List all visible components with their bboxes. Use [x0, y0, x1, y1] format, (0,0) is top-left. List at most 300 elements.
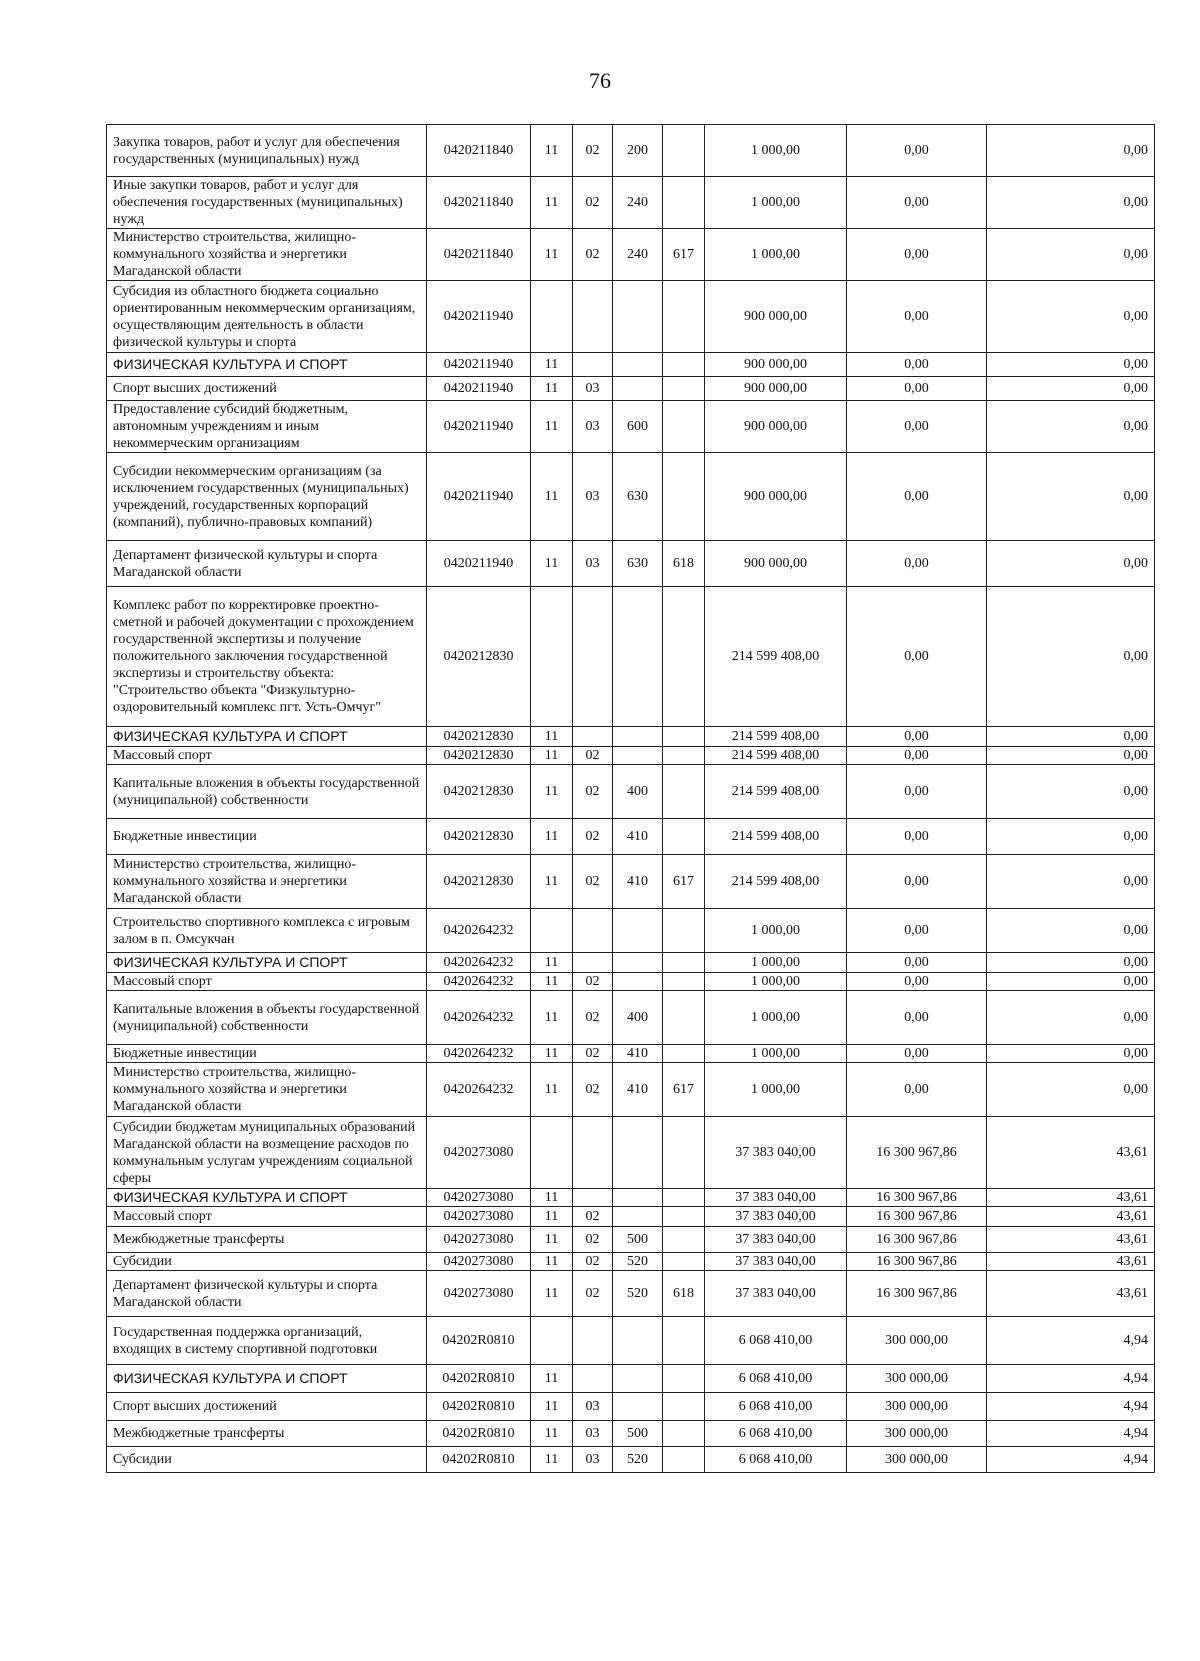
row-expense-type [613, 953, 663, 973]
table-row [107, 727, 1155, 747]
row-executed-amount: 0,00 [847, 281, 987, 353]
row-target-code: 0420264232 [427, 909, 531, 953]
row-expense-type [613, 281, 663, 353]
row-subsection: 02 [573, 1207, 613, 1227]
row-subsection: 02 [573, 855, 613, 909]
row-name: Капитальные вложения в объекты государственной (муниципальной) собственности [107, 991, 427, 1045]
row-expense-type: 410 [613, 819, 663, 855]
row-name: Субсидии [107, 1447, 427, 1473]
row-planned-amount: 37 383 040,00 [705, 1117, 847, 1189]
row-target-code: 0420264232 [427, 991, 531, 1045]
row-subsection: 03 [573, 453, 613, 541]
row-executed-amount: 0,00 [847, 401, 987, 453]
row-section [531, 281, 573, 353]
row-name: Межбюджетные трансферты [107, 1421, 427, 1447]
row-section: 11 [531, 1421, 573, 1447]
row-subsection: 02 [573, 125, 613, 177]
row-execution-percent: 0,00 [987, 401, 1155, 453]
table-row [107, 1117, 1155, 1189]
row-execution-percent: 43,61 [987, 1189, 1155, 1207]
row-section: 11 [531, 1447, 573, 1473]
row-name: Субсидия из областного бюджета социально ориентированным некоммерческим организациям, осуществляющим деятельность в области физической культуры и спорта [107, 281, 427, 353]
row-execution-percent: 0,00 [987, 229, 1155, 281]
row-execution-percent: 0,00 [987, 991, 1155, 1045]
row-planned-amount: 900 000,00 [705, 377, 847, 401]
row-planned-amount: 214 599 408,00 [705, 819, 847, 855]
row-admin-code [663, 765, 705, 819]
row-admin-code [663, 1447, 705, 1473]
row-planned-amount: 1 000,00 [705, 1045, 847, 1063]
row-executed-amount: 0,00 [847, 453, 987, 541]
table-row [107, 1393, 1155, 1421]
row-executed-amount: 0,00 [847, 765, 987, 819]
row-planned-amount: 6 068 410,00 [705, 1317, 847, 1365]
row-target-code: 04202R0810 [427, 1317, 531, 1365]
row-subsection [573, 1317, 613, 1365]
table-row [107, 1063, 1155, 1117]
row-target-code: 0420273080 [427, 1227, 531, 1253]
row-expense-type [613, 1189, 663, 1207]
row-name: Закупка товаров, работ и услуг для обеспечения государственных (муниципальных) нужд [107, 125, 427, 177]
row-section: 11 [531, 401, 573, 453]
row-execution-percent: 0,00 [987, 125, 1155, 177]
row-planned-amount: 1 000,00 [705, 909, 847, 953]
table-row [107, 909, 1155, 953]
row-expense-type [613, 377, 663, 401]
row-subsection [573, 909, 613, 953]
row-subsection: 02 [573, 747, 613, 765]
table-row [107, 765, 1155, 819]
row-expense-type [613, 909, 663, 953]
row-subsection [573, 587, 613, 727]
row-planned-amount: 37 383 040,00 [705, 1253, 847, 1271]
table-row [107, 541, 1155, 587]
row-target-code: 0420273080 [427, 1189, 531, 1207]
row-section: 11 [531, 819, 573, 855]
row-expense-type [613, 1317, 663, 1365]
row-admin-code [663, 587, 705, 727]
row-subsection: 02 [573, 765, 613, 819]
row-execution-percent: 0,00 [987, 541, 1155, 587]
row-executed-amount: 0,00 [847, 177, 987, 229]
row-admin-code [663, 727, 705, 747]
row-name: Департамент физической культуры и спорта Магаданской области [107, 1271, 427, 1317]
row-execution-percent: 0,00 [987, 819, 1155, 855]
row-target-code: 0420264232 [427, 1063, 531, 1117]
row-subsection: 02 [573, 973, 613, 991]
row-execution-percent: 0,00 [987, 1063, 1155, 1117]
row-planned-amount: 900 000,00 [705, 401, 847, 453]
row-section: 11 [531, 953, 573, 973]
table-row [107, 1447, 1155, 1473]
row-section: 11 [531, 1271, 573, 1317]
row-section [531, 909, 573, 953]
row-section: 11 [531, 1189, 573, 1207]
page-number: 76 [589, 68, 611, 93]
row-name: Бюджетные инвестиции [107, 1045, 427, 1063]
row-planned-amount: 1 000,00 [705, 125, 847, 177]
row-target-code: 0420211940 [427, 377, 531, 401]
row-target-code: 0420212830 [427, 747, 531, 765]
row-planned-amount: 37 383 040,00 [705, 1227, 847, 1253]
row-executed-amount: 0,00 [847, 973, 987, 991]
row-target-code: 0420264232 [427, 953, 531, 973]
row-expense-type: 240 [613, 229, 663, 281]
row-name: ФИЗИЧЕСКАЯ КУЛЬТУРА И СПОРТ [107, 1189, 427, 1207]
row-target-code: 0420273080 [427, 1207, 531, 1227]
row-subsection: 02 [573, 229, 613, 281]
row-executed-amount: 300 000,00 [847, 1365, 987, 1393]
table-row [107, 855, 1155, 909]
row-execution-percent: 0,00 [987, 973, 1155, 991]
row-execution-percent: 0,00 [987, 587, 1155, 727]
row-executed-amount: 0,00 [847, 229, 987, 281]
row-planned-amount: 6 068 410,00 [705, 1393, 847, 1421]
row-subsection: 03 [573, 1421, 613, 1447]
row-execution-percent: 0,00 [987, 953, 1155, 973]
row-target-code: 04202R0810 [427, 1393, 531, 1421]
row-admin-code [663, 747, 705, 765]
row-target-code: 0420211940 [427, 353, 531, 377]
row-executed-amount: 16 300 967,86 [847, 1189, 987, 1207]
row-planned-amount: 214 599 408,00 [705, 587, 847, 727]
row-admin-code [663, 1421, 705, 1447]
row-name: Спорт высших достижений [107, 377, 427, 401]
row-admin-code [663, 377, 705, 401]
table-row [107, 377, 1155, 401]
row-name: Межбюджетные трансферты [107, 1227, 427, 1253]
row-expense-type: 520 [613, 1447, 663, 1473]
table-row [107, 953, 1155, 973]
row-name: Строительство спортивного комплекса с игровым залом в п. Омсукчан [107, 909, 427, 953]
table-row [107, 1271, 1155, 1317]
row-target-code: 0420211840 [427, 125, 531, 177]
row-admin-code [663, 1393, 705, 1421]
row-section: 11 [531, 747, 573, 765]
row-target-code: 0420211840 [427, 229, 531, 281]
row-name: Министерство строительства, жилищно-коммунального хозяйства и энергетики Магаданской области [107, 855, 427, 909]
row-name: Капитальные вложения в объекты государственной (муниципальной) собственности [107, 765, 427, 819]
row-target-code: 0420273080 [427, 1253, 531, 1271]
row-target-code: 0420264232 [427, 1045, 531, 1063]
row-target-code: 0420264232 [427, 973, 531, 991]
row-execution-percent: 0,00 [987, 1045, 1155, 1063]
row-expense-type [613, 1393, 663, 1421]
row-executed-amount: 0,00 [847, 353, 987, 377]
row-executed-amount: 16 300 967,86 [847, 1253, 987, 1271]
row-name: Массовый спорт [107, 747, 427, 765]
row-execution-percent: 43,61 [987, 1271, 1155, 1317]
row-section: 11 [531, 1063, 573, 1117]
row-planned-amount: 6 068 410,00 [705, 1447, 847, 1473]
row-executed-amount: 300 000,00 [847, 1447, 987, 1473]
row-target-code: 0420211940 [427, 281, 531, 353]
row-executed-amount: 16 300 967,86 [847, 1271, 987, 1317]
table-row [107, 973, 1155, 991]
row-expense-type: 630 [613, 541, 663, 587]
row-target-code: 04202R0810 [427, 1365, 531, 1393]
row-admin-code [663, 953, 705, 973]
table-row [107, 281, 1155, 353]
table-row [107, 1421, 1155, 1447]
row-expense-type [613, 747, 663, 765]
row-subsection: 03 [573, 1447, 613, 1473]
row-execution-percent: 4,94 [987, 1365, 1155, 1393]
row-expense-type: 400 [613, 765, 663, 819]
row-execution-percent: 43,61 [987, 1227, 1155, 1253]
row-execution-percent: 0,00 [987, 453, 1155, 541]
row-name: Министерство строительства, жилищно-коммунального хозяйства и энергетики Магаданской области [107, 1063, 427, 1117]
table-row [107, 1365, 1155, 1393]
row-executed-amount: 16 300 967,86 [847, 1207, 987, 1227]
table-row [107, 1253, 1155, 1271]
row-subsection: 03 [573, 541, 613, 587]
row-executed-amount: 16 300 967,86 [847, 1227, 987, 1253]
table-row [107, 1207, 1155, 1227]
row-admin-code [663, 401, 705, 453]
row-expense-type: 520 [613, 1271, 663, 1317]
row-planned-amount: 1 000,00 [705, 953, 847, 973]
row-section: 11 [531, 855, 573, 909]
row-section: 11 [531, 125, 573, 177]
row-subsection: 02 [573, 1227, 613, 1253]
row-target-code: 0420212830 [427, 765, 531, 819]
row-execution-percent: 43,61 [987, 1207, 1155, 1227]
row-admin-code [663, 281, 705, 353]
row-execution-percent: 43,61 [987, 1253, 1155, 1271]
table-row [107, 125, 1155, 177]
table-row [107, 1317, 1155, 1365]
table-row [107, 991, 1155, 1045]
row-section: 11 [531, 1045, 573, 1063]
row-planned-amount: 1 000,00 [705, 973, 847, 991]
row-admin-code [663, 1117, 705, 1189]
row-planned-amount: 214 599 408,00 [705, 727, 847, 747]
row-subsection: 03 [573, 377, 613, 401]
row-admin-code [663, 177, 705, 229]
row-executed-amount: 0,00 [847, 1045, 987, 1063]
row-name: Субсидии бюджетам муниципальных образований Магаданской области на возмещение расходов по коммунальным услугам учреждениям социальной сферы [107, 1117, 427, 1189]
table-row [107, 1227, 1155, 1253]
row-name: Предоставление субсидий бюджетным, автономным учреждениям и иным некоммерческим организациям [107, 401, 427, 453]
row-expense-type: 500 [613, 1421, 663, 1447]
row-executed-amount: 0,00 [847, 855, 987, 909]
row-target-code: 0420211940 [427, 453, 531, 541]
row-executed-amount: 16 300 967,86 [847, 1117, 987, 1189]
row-name: Массовый спорт [107, 973, 427, 991]
row-planned-amount: 1 000,00 [705, 991, 847, 1045]
row-executed-amount: 0,00 [847, 909, 987, 953]
row-section: 11 [531, 765, 573, 819]
row-execution-percent: 0,00 [987, 353, 1155, 377]
budget-table [106, 124, 1155, 1473]
row-section: 11 [531, 541, 573, 587]
row-section: 11 [531, 1227, 573, 1253]
row-planned-amount: 37 383 040,00 [705, 1271, 847, 1317]
row-expense-type: 410 [613, 1063, 663, 1117]
row-target-code: 0420211840 [427, 177, 531, 229]
row-target-code: 0420212830 [427, 819, 531, 855]
row-planned-amount: 37 383 040,00 [705, 1207, 847, 1227]
row-expense-type: 410 [613, 1045, 663, 1063]
row-executed-amount: 0,00 [847, 541, 987, 587]
row-execution-percent: 0,00 [987, 377, 1155, 401]
row-section: 11 [531, 353, 573, 377]
row-expense-type: 520 [613, 1253, 663, 1271]
row-executed-amount: 300 000,00 [847, 1421, 987, 1447]
row-section [531, 1117, 573, 1189]
row-admin-code [663, 353, 705, 377]
row-planned-amount: 214 599 408,00 [705, 855, 847, 909]
row-target-code: 0420212830 [427, 587, 531, 727]
row-planned-amount: 1 000,00 [705, 177, 847, 229]
row-subsection [573, 1117, 613, 1189]
table-row [107, 177, 1155, 229]
row-planned-amount: 214 599 408,00 [705, 747, 847, 765]
row-executed-amount: 0,00 [847, 587, 987, 727]
row-expense-type [613, 1365, 663, 1393]
row-section [531, 1317, 573, 1365]
row-name: Департамент физической культуры и спорта Магаданской области [107, 541, 427, 587]
row-expense-type: 240 [613, 177, 663, 229]
row-section: 11 [531, 1393, 573, 1421]
row-name: Субсидии некоммерческим организациям (за исключением государственных (муниципальных) учреждений, государственных корпораций (компаний), публично-правовых компаний) [107, 453, 427, 541]
table-row [107, 587, 1155, 727]
row-target-code: 0420211940 [427, 401, 531, 453]
table-row [107, 1189, 1155, 1207]
row-subsection: 03 [573, 401, 613, 453]
table-body [107, 125, 1155, 1473]
row-target-code: 04202R0810 [427, 1421, 531, 1447]
row-subsection [573, 353, 613, 377]
row-name: Спорт высших достижений [107, 1393, 427, 1421]
row-admin-code: 618 [663, 1271, 705, 1317]
row-admin-code: 617 [663, 855, 705, 909]
row-expense-type: 400 [613, 991, 663, 1045]
row-execution-percent: 0,00 [987, 281, 1155, 353]
row-planned-amount: 900 000,00 [705, 281, 847, 353]
row-admin-code [663, 1227, 705, 1253]
row-target-code: 0420273080 [427, 1271, 531, 1317]
row-expense-type [613, 973, 663, 991]
row-executed-amount: 0,00 [847, 125, 987, 177]
row-name: ФИЗИЧЕСКАЯ КУЛЬТУРА И СПОРТ [107, 953, 427, 973]
row-execution-percent: 0,00 [987, 765, 1155, 819]
row-execution-percent: 43,61 [987, 1117, 1155, 1189]
row-executed-amount: 0,00 [847, 747, 987, 765]
row-execution-percent: 4,94 [987, 1421, 1155, 1447]
row-executed-amount: 300 000,00 [847, 1393, 987, 1421]
row-section: 11 [531, 1365, 573, 1393]
row-subsection: 02 [573, 819, 613, 855]
row-section: 11 [531, 973, 573, 991]
row-execution-percent: 0,00 [987, 177, 1155, 229]
row-executed-amount: 0,00 [847, 819, 987, 855]
row-subsection [573, 727, 613, 747]
table-row [107, 453, 1155, 541]
row-planned-amount: 214 599 408,00 [705, 765, 847, 819]
table-row [107, 819, 1155, 855]
row-target-code: 0420211940 [427, 541, 531, 587]
row-section: 11 [531, 377, 573, 401]
row-admin-code [663, 1207, 705, 1227]
row-admin-code [663, 1253, 705, 1271]
row-admin-code [663, 1317, 705, 1365]
row-executed-amount: 0,00 [847, 727, 987, 747]
row-expense-type [613, 1207, 663, 1227]
row-planned-amount: 6 068 410,00 [705, 1365, 847, 1393]
row-section: 11 [531, 453, 573, 541]
row-subsection: 02 [573, 1045, 613, 1063]
row-name: Комплекс работ по корректировке проектно-сметной и рабочей документации с прохождением государственной экспертизы и получение положительного заключения государственной экспертизы и строительству объекта: "Строительство объекта "Физкультурно-оздоровительный комплекс пгт. Усть-Омчуг" [107, 587, 427, 727]
row-expense-type [613, 727, 663, 747]
row-target-code: 0420212830 [427, 727, 531, 747]
row-admin-code: 617 [663, 1063, 705, 1117]
row-name: Бюджетные инвестиции [107, 819, 427, 855]
row-name: Иные закупки товаров, работ и услуг для обеспечения государственных (муниципальных) нужд [107, 177, 427, 229]
row-execution-percent: 4,94 [987, 1447, 1155, 1473]
row-execution-percent: 0,00 [987, 909, 1155, 953]
table-row [107, 229, 1155, 281]
row-planned-amount: 37 383 040,00 [705, 1189, 847, 1207]
row-admin-code [663, 1189, 705, 1207]
row-section: 11 [531, 991, 573, 1045]
row-subsection: 02 [573, 1271, 613, 1317]
row-expense-type: 630 [613, 453, 663, 541]
row-expense-type [613, 353, 663, 377]
row-section: 11 [531, 177, 573, 229]
row-planned-amount: 900 000,00 [705, 353, 847, 377]
row-name: ФИЗИЧЕСКАЯ КУЛЬТУРА И СПОРТ [107, 727, 427, 747]
row-admin-code: 618 [663, 541, 705, 587]
row-section: 11 [531, 727, 573, 747]
row-executed-amount: 0,00 [847, 1063, 987, 1117]
row-subsection: 02 [573, 177, 613, 229]
row-name: Министерство строительства, жилищно-коммунального хозяйства и энергетики Магаданской области [107, 229, 427, 281]
row-name: Массовый спорт [107, 1207, 427, 1227]
row-target-code: 04202R0810 [427, 1447, 531, 1473]
row-subsection [573, 1365, 613, 1393]
row-target-code: 0420273080 [427, 1117, 531, 1189]
row-name: Субсидии [107, 1253, 427, 1271]
row-planned-amount: 900 000,00 [705, 541, 847, 587]
row-planned-amount: 6 068 410,00 [705, 1421, 847, 1447]
row-section [531, 587, 573, 727]
row-execution-percent: 4,94 [987, 1317, 1155, 1365]
row-executed-amount: 0,00 [847, 377, 987, 401]
row-executed-amount: 300 000,00 [847, 1317, 987, 1365]
row-subsection [573, 1189, 613, 1207]
row-section: 11 [531, 1253, 573, 1271]
row-name: Государственная поддержка организаций, входящих в систему спортивной подготовки [107, 1317, 427, 1365]
row-subsection [573, 281, 613, 353]
row-admin-code [663, 909, 705, 953]
row-admin-code [663, 819, 705, 855]
row-subsection [573, 953, 613, 973]
row-expense-type [613, 1117, 663, 1189]
row-subsection: 02 [573, 991, 613, 1045]
row-expense-type [613, 587, 663, 727]
table-row [107, 401, 1155, 453]
table-row [107, 353, 1155, 377]
row-admin-code [663, 1045, 705, 1063]
row-subsection: 02 [573, 1253, 613, 1271]
row-expense-type: 410 [613, 855, 663, 909]
table-row [107, 1045, 1155, 1063]
row-admin-code [663, 453, 705, 541]
row-planned-amount: 1 000,00 [705, 1063, 847, 1117]
row-admin-code [663, 973, 705, 991]
